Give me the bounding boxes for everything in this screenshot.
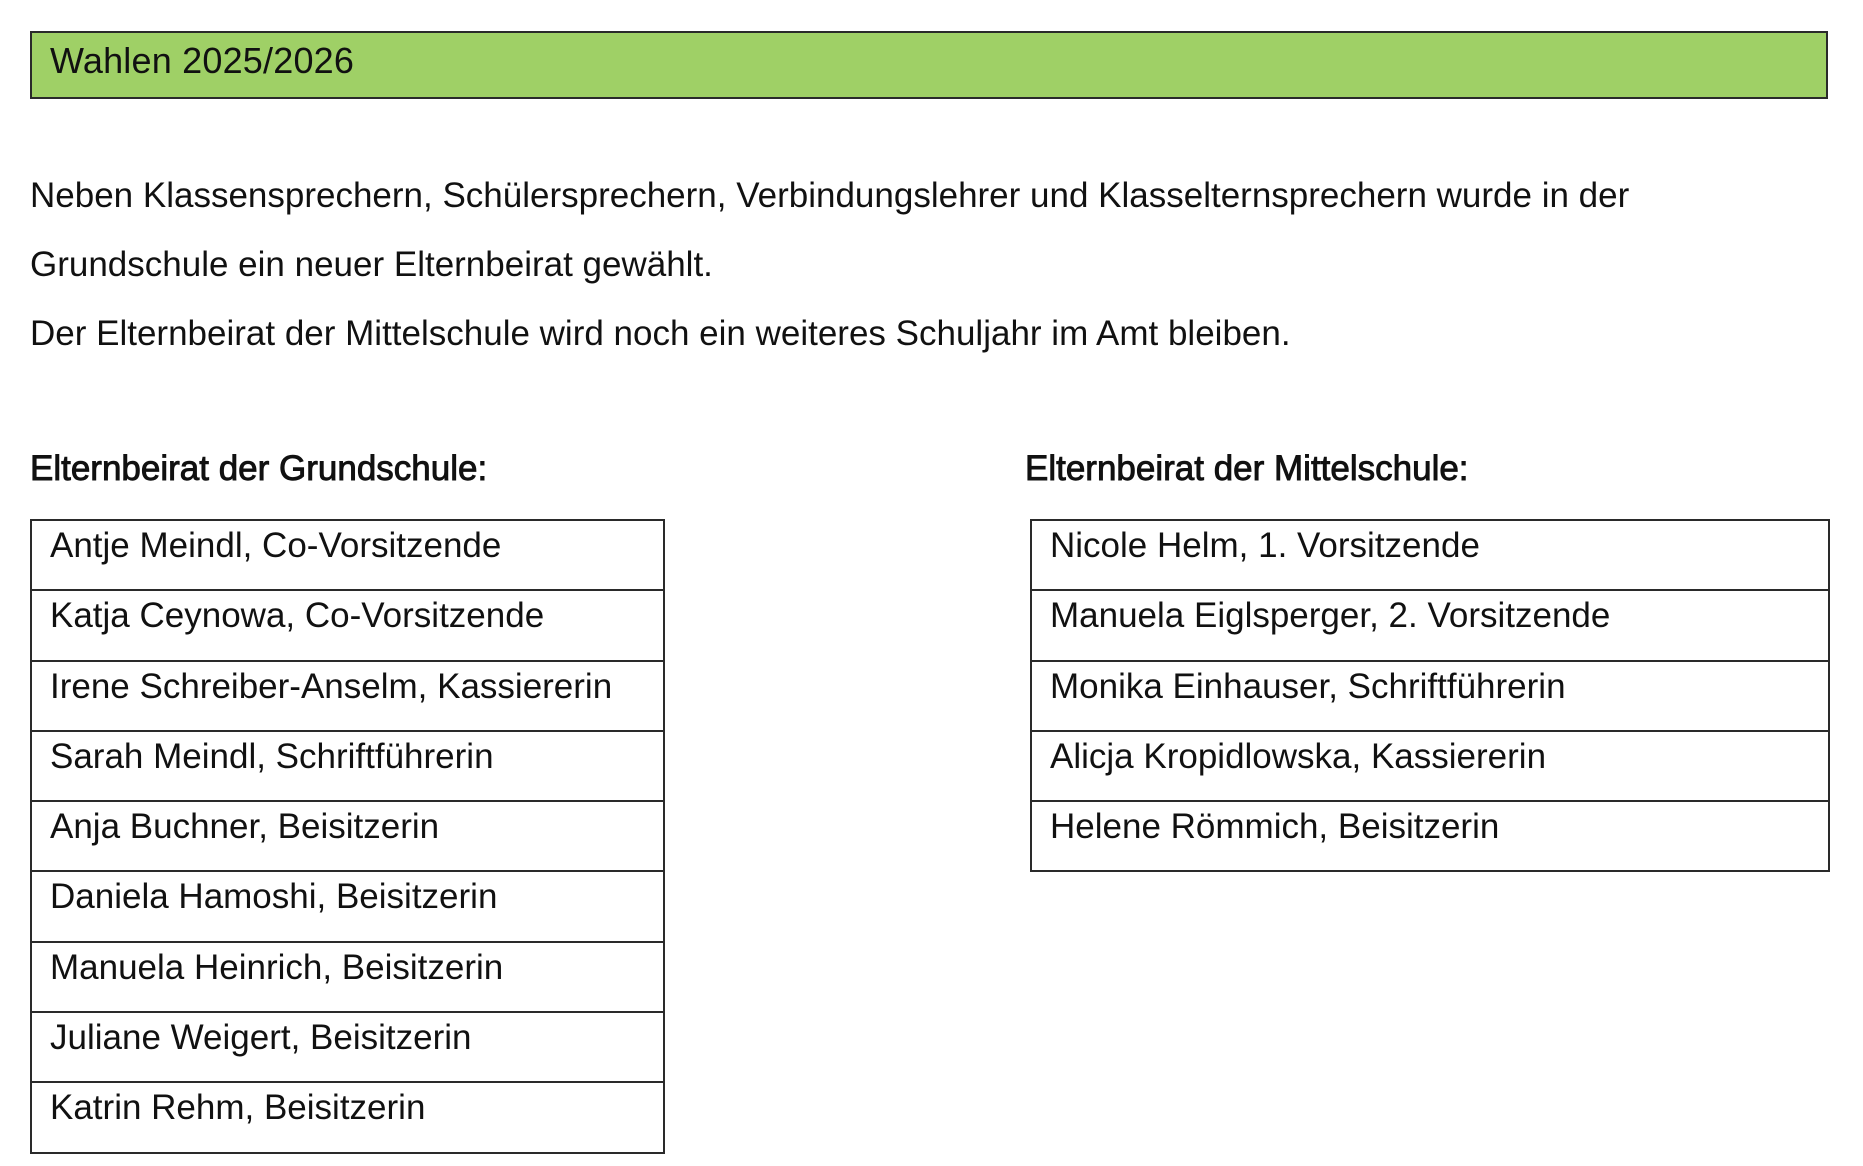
intro-line: Neben Klassensprechern, Schülersprechern, Verbindungslehrer und Klasselternsprechern wurde in der (30, 176, 1630, 215)
table-row: Sarah Meindl, Schriftführerin (32, 730, 663, 800)
table-row: Antje Meindl, Co-Vorsitzende (50, 526, 502, 565)
grundschule-heading: Elternbeirat der Grundschule: (30, 449, 488, 488)
table-row: Alicja Kropidlowska, Kassiererin (1032, 730, 1828, 800)
table-row: Irene Schreiber-Anselm, Kassiererin (32, 660, 663, 730)
intro-line: Grundschule ein neuer Elternbeirat gewählt. (30, 245, 713, 284)
table-row: Monika Einhauser, Schriftführerin (1032, 660, 1828, 730)
grundschule-board-table (30, 519, 665, 1154)
intro-line: Der Elternbeirat der Mittelschule wird noch ein weiteres Schuljahr im Amt bleiben. (30, 314, 1291, 353)
table-row: Juliane Weigert, Beisitzerin (32, 1011, 663, 1081)
table-row: Manuela Heinrich, Beisitzerin (32, 941, 663, 1011)
page-title: Wahlen 2025/2026 (50, 40, 355, 81)
table-row: Katja Ceynowa, Co-Vorsitzende (32, 589, 663, 659)
table-row: Katrin Rehm, Beisitzerin (32, 1081, 663, 1151)
table-row: Anja Buchner, Beisitzerin (32, 800, 663, 870)
table-row: Manuela Eiglsperger, 2. Vorsitzende (1032, 589, 1828, 659)
title-banner (30, 31, 1828, 99)
table-row: Helene Römmich, Beisitzerin (1032, 800, 1828, 870)
table-row: Nicole Helm, 1. Vorsitzende (1050, 526, 1480, 565)
intro-paragraph (30, 161, 1830, 368)
mittelschule-board-table (1030, 519, 1830, 872)
table-row: Daniela Hamoshi, Beisitzerin (32, 870, 663, 940)
mittelschule-heading: Elternbeirat der Mittelschule: (1025, 449, 1469, 488)
